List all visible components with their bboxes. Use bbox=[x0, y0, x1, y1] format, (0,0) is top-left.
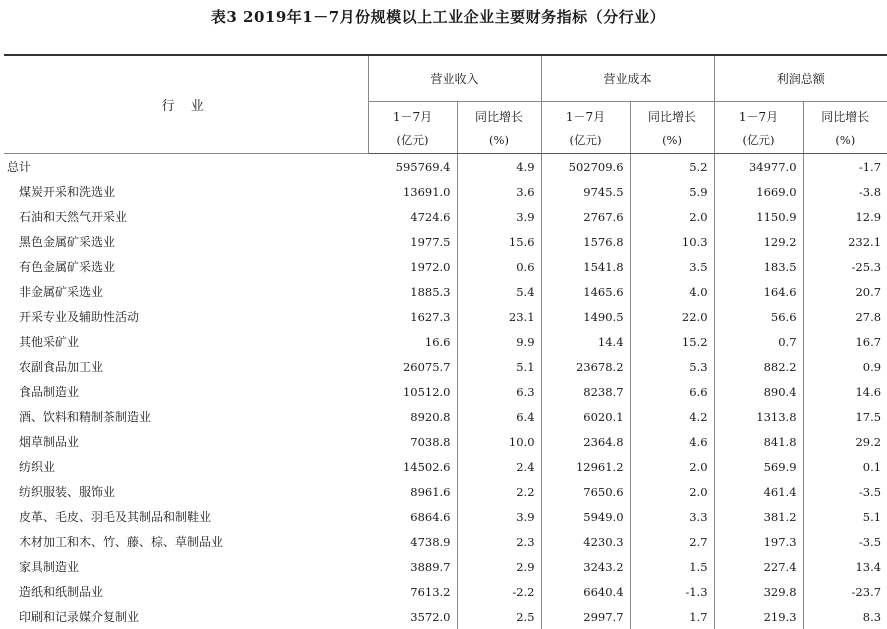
table-row bbox=[4, 479, 887, 504]
header-profit: 利润总额 bbox=[714, 55, 887, 102]
profit-cell: 461.4 bbox=[714, 479, 803, 504]
cost-growth-cell: 5.9 bbox=[630, 179, 714, 204]
profit-growth-cell: -3.8 bbox=[803, 179, 887, 204]
profit-cell: 0.7 bbox=[714, 329, 803, 354]
industry-name-cell: 纺织业 bbox=[4, 454, 368, 479]
table-row bbox=[4, 454, 887, 479]
cost-cell: 2997.7 bbox=[541, 604, 630, 629]
profit-growth-cell: 0.1 bbox=[803, 454, 887, 479]
cost-growth-cell: 2.0 bbox=[630, 204, 714, 229]
revenue-growth-cell: 6.4 bbox=[457, 404, 541, 429]
industry-name-cell: 木材加工和木、竹、藤、棕、草制品业 bbox=[4, 529, 368, 554]
cost-cell: 9745.5 bbox=[541, 179, 630, 204]
revenue-cell: 8920.8 bbox=[368, 404, 457, 429]
profit-growth-cell: 29.2 bbox=[803, 429, 887, 454]
cost-cell: 1576.8 bbox=[541, 229, 630, 254]
revenue-growth-cell: 5.4 bbox=[457, 279, 541, 304]
table-row bbox=[4, 154, 887, 180]
revenue-cell: 16.6 bbox=[368, 329, 457, 354]
cost-cell: 2364.8 bbox=[541, 429, 630, 454]
unit-cost-pct: (%) bbox=[630, 129, 714, 154]
cost-cell: 1541.8 bbox=[541, 254, 630, 279]
revenue-cell: 6864.6 bbox=[368, 504, 457, 529]
industry-name-cell: 皮革、毛皮、羽毛及其制品和制鞋业 bbox=[4, 504, 368, 529]
revenue-cell: 1885.3 bbox=[368, 279, 457, 304]
profit-cell: 841.8 bbox=[714, 429, 803, 454]
table-row bbox=[4, 329, 887, 354]
profit-cell: 129.2 bbox=[714, 229, 803, 254]
industry-name-cell: 煤炭开采和洗选业 bbox=[4, 179, 368, 204]
profit-cell: 227.4 bbox=[714, 554, 803, 579]
header-profit-period: 1－7月 bbox=[714, 102, 803, 130]
cost-cell: 23678.2 bbox=[541, 354, 630, 379]
profit-growth-cell: 14.6 bbox=[803, 379, 887, 404]
industry-name-cell: 石油和天然气开采业 bbox=[4, 204, 368, 229]
profit-growth-cell: 232.1 bbox=[803, 229, 887, 254]
profit-cell: 34977.0 bbox=[714, 154, 803, 180]
revenue-cell: 1627.3 bbox=[368, 304, 457, 329]
cost-growth-cell: 4.2 bbox=[630, 404, 714, 429]
profit-growth-cell: 16.7 bbox=[803, 329, 887, 354]
revenue-growth-cell: 3.6 bbox=[457, 179, 541, 204]
revenue-growth-cell: 2.5 bbox=[457, 604, 541, 629]
profit-growth-cell: -1.7 bbox=[803, 154, 887, 180]
profit-growth-cell: -25.3 bbox=[803, 254, 887, 279]
industry-name-cell: 总计 bbox=[4, 154, 368, 180]
revenue-growth-cell: 4.9 bbox=[457, 154, 541, 180]
cost-growth-cell: 2.0 bbox=[630, 454, 714, 479]
table-title: 表3 2019年1－7月份规模以上工业企业主要财务指标（分行业） bbox=[0, 6, 876, 27]
revenue-growth-cell: -2.2 bbox=[457, 579, 541, 604]
revenue-growth-cell: 23.1 bbox=[457, 304, 541, 329]
revenue-growth-cell: 2.3 bbox=[457, 529, 541, 554]
header-cost: 营业成本 bbox=[541, 55, 714, 102]
table-row bbox=[4, 229, 887, 254]
table-row bbox=[4, 529, 887, 554]
revenue-growth-cell: 15.6 bbox=[457, 229, 541, 254]
cost-cell: 12961.2 bbox=[541, 454, 630, 479]
cost-cell: 5949.0 bbox=[541, 504, 630, 529]
unit-cost-value: (亿元) bbox=[541, 129, 630, 154]
cost-growth-cell: 2.7 bbox=[630, 529, 714, 554]
revenue-cell: 3889.7 bbox=[368, 554, 457, 579]
revenue-cell: 4724.6 bbox=[368, 204, 457, 229]
cost-growth-cell: 3.5 bbox=[630, 254, 714, 279]
industry-name-cell: 家具制造业 bbox=[4, 554, 368, 579]
table-row bbox=[4, 404, 887, 429]
profit-cell: 1313.8 bbox=[714, 404, 803, 429]
revenue-cell: 595769.4 bbox=[368, 154, 457, 180]
financial-indicators-table bbox=[4, 54, 887, 629]
industry-name-cell: 有色金属矿采选业 bbox=[4, 254, 368, 279]
unit-profit-pct: (%) bbox=[803, 129, 887, 154]
table-row bbox=[4, 279, 887, 304]
cost-cell: 6020.1 bbox=[541, 404, 630, 429]
profit-cell: 381.2 bbox=[714, 504, 803, 529]
industry-name-cell: 黑色金属矿采选业 bbox=[4, 229, 368, 254]
cost-growth-cell: 22.0 bbox=[630, 304, 714, 329]
cost-growth-cell: 1.7 bbox=[630, 604, 714, 629]
profit-cell: 882.2 bbox=[714, 354, 803, 379]
profit-cell: 1669.0 bbox=[714, 179, 803, 204]
profit-cell: 219.3 bbox=[714, 604, 803, 629]
industry-name-cell: 农副食品加工业 bbox=[4, 354, 368, 379]
industry-name-cell: 食品制造业 bbox=[4, 379, 368, 404]
table-row bbox=[4, 504, 887, 529]
cost-growth-cell: -1.3 bbox=[630, 579, 714, 604]
cost-growth-cell: 3.3 bbox=[630, 504, 714, 529]
table-row bbox=[4, 429, 887, 454]
profit-cell: 329.8 bbox=[714, 579, 803, 604]
profit-cell: 1150.9 bbox=[714, 204, 803, 229]
revenue-cell: 26075.7 bbox=[368, 354, 457, 379]
header-revenue: 营业收入 bbox=[368, 55, 541, 102]
header-cost-growth: 同比增长 bbox=[630, 102, 714, 130]
cost-growth-cell: 4.6 bbox=[630, 429, 714, 454]
cost-growth-cell: 1.5 bbox=[630, 554, 714, 579]
revenue-growth-cell: 3.9 bbox=[457, 504, 541, 529]
profit-cell: 197.3 bbox=[714, 529, 803, 554]
revenue-cell: 7038.8 bbox=[368, 429, 457, 454]
revenue-cell: 7613.2 bbox=[368, 579, 457, 604]
industry-name-cell: 非金属矿采选业 bbox=[4, 279, 368, 304]
profit-growth-cell: 12.9 bbox=[803, 204, 887, 229]
table-row bbox=[4, 179, 887, 204]
revenue-growth-cell: 2.4 bbox=[457, 454, 541, 479]
profit-growth-cell: 13.4 bbox=[803, 554, 887, 579]
revenue-growth-cell: 2.2 bbox=[457, 479, 541, 504]
profit-cell: 569.9 bbox=[714, 454, 803, 479]
header-cost-period: 1－7月 bbox=[541, 102, 630, 130]
cost-cell: 3243.2 bbox=[541, 554, 630, 579]
industry-name-cell: 其他采矿业 bbox=[4, 329, 368, 354]
cost-cell: 7650.6 bbox=[541, 479, 630, 504]
profit-cell: 56.6 bbox=[714, 304, 803, 329]
industry-name-cell: 烟草制品业 bbox=[4, 429, 368, 454]
profit-growth-cell: -3.5 bbox=[803, 529, 887, 554]
profit-cell: 890.4 bbox=[714, 379, 803, 404]
table-body bbox=[4, 154, 887, 629]
profit-growth-cell: -3.5 bbox=[803, 479, 887, 504]
cost-growth-cell: 10.3 bbox=[630, 229, 714, 254]
revenue-growth-cell: 0.6 bbox=[457, 254, 541, 279]
cost-cell: 4230.3 bbox=[541, 529, 630, 554]
table-row bbox=[4, 604, 887, 629]
cost-growth-cell: 4.0 bbox=[630, 279, 714, 304]
profit-growth-cell: 17.5 bbox=[803, 404, 887, 429]
profit-growth-cell: 20.7 bbox=[803, 279, 887, 304]
table-row bbox=[4, 354, 887, 379]
revenue-cell: 13691.0 bbox=[368, 179, 457, 204]
cost-cell: 8238.7 bbox=[541, 379, 630, 404]
cost-cell: 14.4 bbox=[541, 329, 630, 354]
revenue-cell: 4738.9 bbox=[368, 529, 457, 554]
revenue-growth-cell: 5.1 bbox=[457, 354, 541, 379]
profit-growth-cell: -23.7 bbox=[803, 579, 887, 604]
cost-growth-cell: 6.6 bbox=[630, 379, 714, 404]
header-profit-growth: 同比增长 bbox=[803, 102, 887, 130]
table-row bbox=[4, 379, 887, 404]
revenue-cell: 1972.0 bbox=[368, 254, 457, 279]
header-industry: 行 业 bbox=[4, 55, 368, 154]
industry-name-cell: 开采专业及辅助性活动 bbox=[4, 304, 368, 329]
unit-revenue-pct: (%) bbox=[457, 129, 541, 154]
cost-cell: 6640.4 bbox=[541, 579, 630, 604]
cost-cell: 1465.6 bbox=[541, 279, 630, 304]
revenue-growth-cell: 6.3 bbox=[457, 379, 541, 404]
table-row bbox=[4, 254, 887, 279]
profit-growth-cell: 8.3 bbox=[803, 604, 887, 629]
profit-growth-cell: 27.8 bbox=[803, 304, 887, 329]
profit-growth-cell: 0.9 bbox=[803, 354, 887, 379]
unit-profit-value: (亿元) bbox=[714, 129, 803, 154]
revenue-cell: 10512.0 bbox=[368, 379, 457, 404]
table-row bbox=[4, 554, 887, 579]
revenue-growth-cell: 3.9 bbox=[457, 204, 541, 229]
cost-growth-cell: 5.2 bbox=[630, 154, 714, 180]
revenue-growth-cell: 10.0 bbox=[457, 429, 541, 454]
cost-growth-cell: 2.0 bbox=[630, 479, 714, 504]
header-revenue-growth: 同比增长 bbox=[457, 102, 541, 130]
profit-cell: 183.5 bbox=[714, 254, 803, 279]
cost-cell: 502709.6 bbox=[541, 154, 630, 180]
revenue-growth-cell: 9.9 bbox=[457, 329, 541, 354]
revenue-cell: 8961.6 bbox=[368, 479, 457, 504]
revenue-growth-cell: 2.9 bbox=[457, 554, 541, 579]
profit-cell: 164.6 bbox=[714, 279, 803, 304]
cost-cell: 1490.5 bbox=[541, 304, 630, 329]
revenue-cell: 1977.5 bbox=[368, 229, 457, 254]
industry-name-cell: 造纸和纸制品业 bbox=[4, 579, 368, 604]
industry-name-cell: 印刷和记录媒介复制业 bbox=[4, 604, 368, 629]
revenue-cell: 14502.6 bbox=[368, 454, 457, 479]
industry-name-cell: 酒、饮料和精制茶制造业 bbox=[4, 404, 368, 429]
table-row bbox=[4, 579, 887, 604]
cost-growth-cell: 5.3 bbox=[630, 354, 714, 379]
cost-cell: 2767.6 bbox=[541, 204, 630, 229]
industry-name-cell: 纺织服装、服饰业 bbox=[4, 479, 368, 504]
unit-revenue-value: (亿元) bbox=[368, 129, 457, 154]
revenue-cell: 3572.0 bbox=[368, 604, 457, 629]
table-row bbox=[4, 204, 887, 229]
cost-growth-cell: 15.2 bbox=[630, 329, 714, 354]
table-row bbox=[4, 304, 887, 329]
profit-growth-cell: 5.1 bbox=[803, 504, 887, 529]
header-revenue-period: 1－7月 bbox=[368, 102, 457, 130]
